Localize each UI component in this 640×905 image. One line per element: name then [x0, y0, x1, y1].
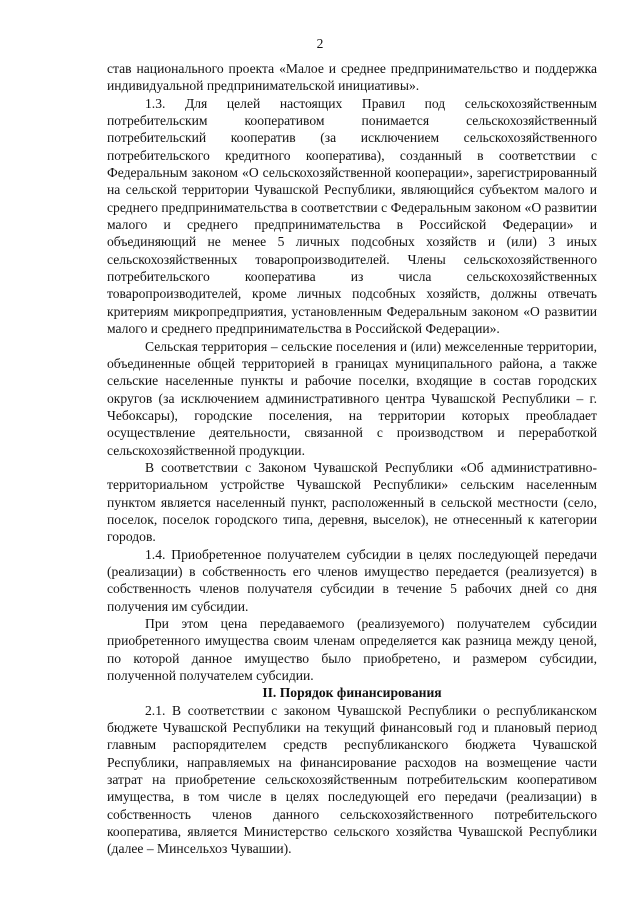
paragraph-1-3: 1.3. Для целей настоящих Правил под сельскохозяйственным потребительским кооперативом понимается сельскохозяйственный потребительский кооператив (за исключением сельскохозяйственного потребительского кредитного кооператива), созданный в соответствии с Федеральным законом «О сельскохозяйственной кооперации», зарегистрированный на сельской территории Чувашской Республики, являющийся субъектом малого и среднего предпринимательства в соответствии с Федеральным законом «О развитии малого и среднего предпринимательства в Российской Федерации» и объединяющий не менее 5 личных подсобных хозяйств и (или) 3 иных сельскохозяйственных товаропроизводителей. Члены сельскохозяйственного потребительского кооператива из числа сельскохозяйственных товаропроизводителей, кроме личных подсобных хозяйств, должны отвечать критериям микропредприятия, установленным Федеральным законом «О развитии малого и среднего предпринимательства в Российской Федерации». [107, 95, 597, 337]
page-number: 2 [316, 36, 324, 51]
paragraph-price: При этом цена передаваемого (реализуемого) получателем субсидии приобретенного имущества своим членам определяется как разница между ценой, по которой данное имущество было приобретено, и размером субсидии, полученной получателем субсидии. [107, 616, 597, 684]
paragraph-rural-territory: Сельская территория – сельские поселения и (или) межселенные территории, объединенные общей территорией в границах муниципального района, а также сельские населенные пункты и рабочие поселки, входящие в состав городских округов (за исключением административного центра Чувашской Республики – г. Чебоксары), городские поселения, на территории которых преобладает осуществление деятельности, связанной с производством и переработкой сельскохозяйственной продукции. [107, 338, 597, 458]
document-body [107, 60, 597, 858]
section-heading: II. Порядок финансирования [262, 685, 442, 701]
paragraph-continuation: став национального проекта «Малое и среднее предпринимательство и поддержка индивидуальной предпринимательской инициативы». [107, 61, 597, 94]
paragraph-rural-settlement: В соответствии с Законом Чувашской Республики «Об административно-территориальном устройстве Чувашской Республики» сельским населенным пунктом является населенный пункт, расположенный в сельской местности (село, поселок, поселок городского типа, деревня, выселок), не отнесенный к категории городов. [107, 459, 597, 545]
paragraph-1-4: 1.4. Приобретенное получателем субсидии в целях последующей передачи (реализации) в собственность его членов имущество передается (реализуется) в собственность членов получателя субсидии в течение 5 рабочих дней со дня получения им субсидии. [107, 546, 597, 614]
paragraph-2-1: 2.1. В соответствии с законом Чувашской Республики о республиканском бюджете Чувашской Республики на текущий финансовый год и плановый период главным распорядителем средств республиканского бюджета Чувашской Республики, направляемых на финансирование расходов на возмещение части затрат на приобретение сельскохозяйственным потребительским кооперативом имущества, в том числе в целях последующей его передачи (реализации) в собственность членов данного сельскохозяйственного потребительского кооператива, является Министерство сельского хозяйства Чувашской Республики (далее – Минсельхоз Чувашии). [107, 702, 597, 857]
